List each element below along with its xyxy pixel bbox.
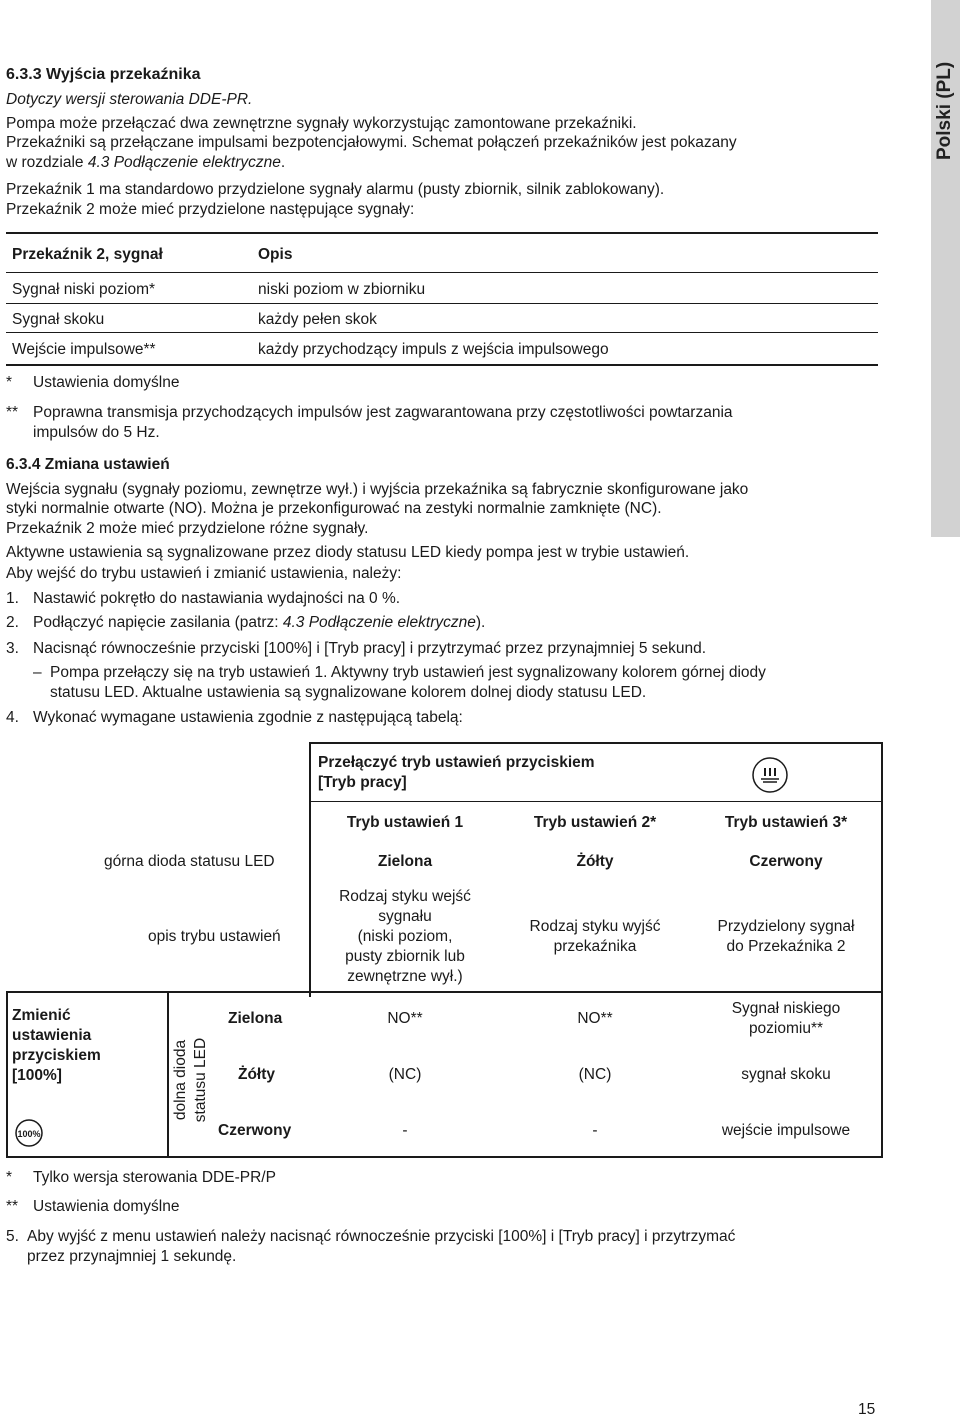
setting-value: - bbox=[402, 1122, 408, 1139]
upper-led-color: Czerwony bbox=[749, 853, 823, 870]
label-line: statusu LED bbox=[192, 1037, 209, 1123]
section-634-heading: 6.3.4 Zmiana ustawień bbox=[6, 456, 170, 473]
table-cell: Sygnał niski poziom* bbox=[12, 281, 156, 298]
section-633-paragraph: Przekaźnik 1 ma standardowo przydzielone sygnały alarmu (pusty zbiornik, silnik zablokowany). bbox=[6, 181, 665, 198]
footnote-mark: ** bbox=[6, 404, 19, 421]
table-rule bbox=[6, 332, 878, 333]
mode-description bbox=[500, 917, 690, 957]
desc-line: poziomiu** bbox=[748, 1020, 824, 1037]
lower-led-color: Żółty bbox=[238, 1066, 276, 1083]
desc-line: do Przekaźnika 2 bbox=[726, 938, 846, 955]
text-span: Podłączyć napięcie zasilania (patrz: bbox=[33, 614, 283, 631]
section-633-paragraph: Przekaźnik 2 może mieć przydzielone następujące sygnały: bbox=[6, 201, 415, 218]
table-cell: każdy pełen skok bbox=[258, 311, 377, 328]
desc-line: Rodzaj styku wyjść bbox=[529, 918, 661, 935]
mode-button-icon bbox=[750, 755, 790, 795]
step-text: Wykonać wymagane ustawienia zgodnie z następującą tabelą: bbox=[33, 709, 463, 726]
table-rule bbox=[6, 1156, 883, 1158]
relay-signal bbox=[690, 999, 882, 1039]
step-number: 3. bbox=[6, 640, 19, 657]
section-634-paragraph: styki normalnie otwarte (NO). Można je przekonfigurować na zestyki normalnie zamknięte (NC). bbox=[6, 500, 662, 517]
desc-line: Przydzielony sygnał bbox=[717, 918, 855, 935]
desc-line: zewnętrzne wył.) bbox=[347, 968, 463, 985]
section-634-paragraph: Aby wejść do trybu ustawień i zmianić ustawienia, należy: bbox=[6, 565, 402, 582]
desc-line: (niski poziom, bbox=[357, 928, 453, 945]
section-634-paragraph: Wejścia sygnału (sygnały poziomu, zewnętrze wył.) i wyjścia przekaźnika są fabrycznie skonfigurowane jako bbox=[6, 481, 749, 498]
desc-line: wejście impulsowe bbox=[721, 1122, 851, 1139]
percent-100-button-icon bbox=[14, 1118, 44, 1148]
upper-led-color: Żółty bbox=[576, 853, 614, 870]
footnote: Tylko wersja sterowania DDE-PR/P bbox=[33, 1169, 276, 1186]
footnote-mark: * bbox=[6, 1169, 13, 1186]
label-line: przyciskiem bbox=[12, 1047, 101, 1064]
switch-mode-title: Przełączyć tryb ustawień przyciskiem bbox=[318, 754, 595, 771]
section-633-paragraph: Przekaźniki są przełączane impulsami bezpotencjałowymi. Schemat połączeń przekaźników jest pokazany bbox=[6, 134, 737, 151]
language-tab-label: Polski (PL) bbox=[934, 61, 955, 160]
step-number: 1. bbox=[6, 590, 19, 607]
pct-icon-text: 100% bbox=[17, 1129, 41, 1139]
section-link[interactable]: 4.3 Podłączenie elektryczne bbox=[87, 154, 281, 171]
table-rule bbox=[309, 801, 883, 802]
label-line: Zmienić bbox=[12, 1007, 71, 1024]
table-rule bbox=[6, 991, 883, 993]
change-settings-label bbox=[12, 1006, 101, 1086]
step-number: 5. bbox=[6, 1228, 19, 1245]
footnote-mark: * bbox=[6, 374, 13, 391]
mode-header: Tryb ustawień 2* bbox=[533, 814, 657, 831]
section-633-paragraph: Pompa może przełączać dwa zewnętrzne sygnały wykorzystując zamontowane przekaźniki. bbox=[6, 115, 637, 132]
table-rule bbox=[309, 742, 883, 744]
sub-bullet-text: Pompa przełączy się na tryb ustawień 1. Aktywny tryb ustawień jest sygnalizowany kolorem górnej diody bbox=[50, 664, 766, 681]
table-cell: każdy przychodzący impuls z wejścia impulsowego bbox=[258, 341, 609, 358]
section-633-heading: 6.3.3 Wyjścia przekaźnika bbox=[6, 66, 201, 83]
relay-signal bbox=[690, 1065, 882, 1085]
desc-line: Sygnał niskiego bbox=[731, 1000, 841, 1017]
mode-description bbox=[690, 917, 882, 957]
table-header: Opis bbox=[258, 246, 293, 263]
setting-value: NO** bbox=[577, 1010, 613, 1027]
lower-led-label bbox=[171, 1015, 211, 1145]
mode-header: Tryb ustawień 3* bbox=[724, 814, 848, 831]
mode-header: Tryb ustawień 1 bbox=[346, 814, 464, 831]
footnote: impulsów do 5 Hz. bbox=[33, 424, 160, 441]
desc-line: Rodzaj styku wejść bbox=[339, 888, 471, 905]
lower-led-color: Zielona bbox=[228, 1010, 283, 1027]
footnote: Poprawna transmisja przychodzących impulsów jest zagwarantowana przy częstotliwości powtarzania bbox=[33, 404, 733, 421]
table-cell: niski poziom w zbiorniku bbox=[258, 281, 426, 298]
table-rule bbox=[6, 364, 878, 366]
mode-description-label: opis trybu ustawień bbox=[148, 928, 281, 945]
footnote: Ustawienia domyślne bbox=[33, 374, 180, 391]
lower-led-color: Czerwony bbox=[218, 1122, 292, 1139]
setting-value: - bbox=[592, 1122, 598, 1139]
table-cell: Wejście impulsowe** bbox=[12, 341, 156, 358]
table-rule bbox=[6, 232, 878, 234]
upper-led-label: górna dioda statusu LED bbox=[104, 853, 275, 870]
table-rule bbox=[6, 303, 878, 304]
step-number: 2. bbox=[6, 614, 19, 631]
text-span: . bbox=[280, 154, 286, 171]
section-634-paragraph: Aktywne ustawienia są sygnalizowane przez diody statusu LED kiedy pompa jest w trybie ustawień. bbox=[6, 544, 690, 561]
text-span: w rozdziale bbox=[6, 154, 88, 171]
step-text: przez przynajmniej 1 sekundę. bbox=[27, 1248, 237, 1265]
sub-bullet-dash: – bbox=[33, 664, 42, 681]
step-text: Nacisnąć równocześnie przyciski [100%] i [Tryb pracy] i przytrzymać przez przynajmniej 5 sekund. bbox=[33, 640, 707, 657]
relay-signal bbox=[690, 1121, 882, 1141]
table-cell: Sygnał skoku bbox=[12, 311, 105, 328]
section-634-paragraph: Przekaźnik 2 może mieć przydzielone różne sygnały. bbox=[6, 520, 369, 537]
section-633-subtitle: Dotyczy wersji sterowania DDE-PR. bbox=[6, 91, 253, 108]
switch-mode-title: [Tryb pracy] bbox=[318, 774, 407, 791]
footnote: Ustawienia domyślne bbox=[33, 1198, 180, 1215]
label-line: ustawienia bbox=[12, 1027, 92, 1044]
table-header: Przekaźnik 2, sygnał bbox=[12, 246, 163, 263]
sub-bullet-text: statusu LED. Aktualne ustawienia są sygnalizowane kolorem dolnej diody statusu LED. bbox=[50, 684, 647, 701]
mode-description bbox=[310, 887, 500, 987]
desc-line: przekaźnika bbox=[553, 938, 637, 955]
table-rule bbox=[6, 991, 8, 1158]
table-rule bbox=[6, 272, 878, 273]
desc-line: sygnału bbox=[378, 908, 432, 925]
step-text: Aby wyjść z menu ustawień należy nacisnąć równocześnie przyciski [100%] i [Tryb pracy] i przytrzymać bbox=[27, 1228, 736, 1245]
setting-value: (NC) bbox=[578, 1066, 612, 1083]
desc-line: pusty zbiornik lub bbox=[345, 948, 465, 965]
desc-line: sygnał skoku bbox=[741, 1066, 831, 1083]
label-line: dolna dioda bbox=[172, 1039, 189, 1121]
section-633-paragraph bbox=[6, 153, 285, 173]
step-text: Nastawić pokrętło do nastawiania wydajności na 0 %. bbox=[33, 590, 401, 607]
section-link[interactable]: 4.3 Podłączenie elektryczne bbox=[282, 614, 476, 631]
step-number: 4. bbox=[6, 709, 19, 726]
upper-led-color: Zielona bbox=[377, 853, 433, 870]
setting-value: NO** bbox=[387, 1010, 423, 1027]
page-number: 15 bbox=[858, 1401, 876, 1418]
table-rule bbox=[167, 991, 169, 1158]
label-line: [100%] bbox=[12, 1067, 62, 1084]
step-text bbox=[33, 613, 485, 633]
text-span: ). bbox=[475, 614, 486, 631]
footnote-mark: ** bbox=[6, 1198, 19, 1215]
setting-value: (NC) bbox=[388, 1066, 422, 1083]
